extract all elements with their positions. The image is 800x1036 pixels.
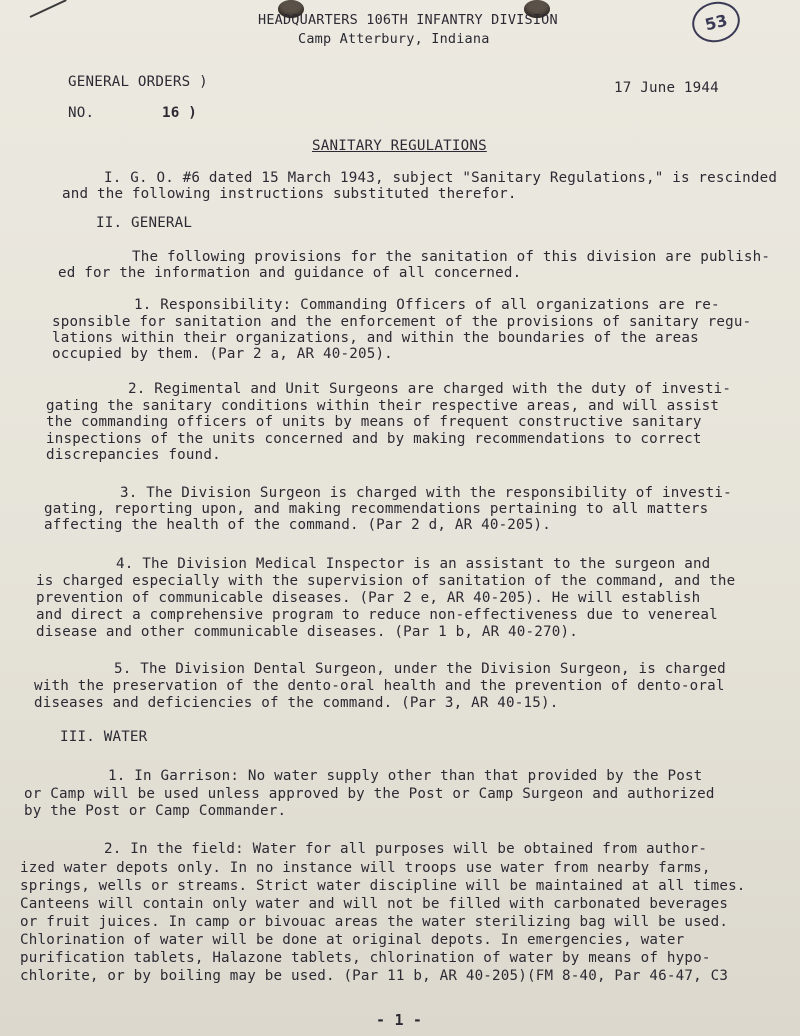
text-line: disease and other communicable diseases. (Par 1 b, AR 40-270).	[36, 624, 578, 640]
text-line: the commanding officers of units by means of frequent constructive sanitary	[46, 414, 702, 430]
document-title: SANITARY REGULATIONS	[312, 138, 487, 154]
text-line: Chlorination of water will be done at original depots. In emergencies, water	[20, 932, 685, 948]
text-line: springs, wells or streams. Strict water discipline will be maintained at all times.	[20, 878, 746, 894]
text-line: prevention of communicable diseases. (Par 2 e, AR 40-205). He will establish	[36, 590, 701, 606]
pencil-mark	[30, 0, 67, 18]
text-line: 4. The Division Medical Inspector is an assistant to the surgeon and	[116, 556, 711, 572]
general-orders-label: GENERAL ORDERS )	[68, 74, 208, 90]
text-line: 2. Regimental and Unit Surgeons are charged with the duty of investi-	[128, 381, 732, 397]
section-heading-water: III. WATER	[60, 729, 148, 745]
text-line: by the Post or Camp Commander.	[24, 803, 287, 819]
text-line: or fruit juices. In camp or bivouac areas the water sterilizing bag will be used.	[20, 914, 729, 930]
text-line: 5. The Division Dental Surgeon, under the Division Surgeon, is charged	[114, 661, 726, 677]
text-line: affecting the health of the command. (Par 2 d, AR 40-205).	[44, 517, 552, 533]
text-line: and the following instructions substituted therefor.	[62, 186, 517, 202]
text-line: ed for the information and guidance of all concerned.	[58, 265, 522, 281]
header-line-2: Camp Atterbury, Indiana	[298, 31, 490, 47]
text-line: gating the sanitary conditions within their respective areas, and will assist	[46, 398, 720, 414]
order-no-label: NO.	[68, 105, 95, 121]
text-line: I. G. O. #6 dated 15 March 1943, subject "Sanitary Regulations," is rescinded	[104, 170, 778, 186]
text-line: lations within their organizations, and within the boundaries of the areas	[52, 330, 699, 346]
text-line: discrepancies found.	[46, 447, 221, 463]
text-line: occupied by them. (Par 2 a, AR 40-205).	[52, 346, 393, 362]
text-line: 3. The Division Surgeon is charged with the responsibility of investi-	[120, 485, 732, 501]
text-line: or Camp will be used unless approved by the Post or Camp Surgeon and authorized	[24, 786, 715, 802]
text-line: sponsible for sanitation and the enforcement of the provisions of sanitary regu-	[52, 314, 752, 330]
text-line: inspections of the units concerned and by making recommendations to correct	[46, 431, 702, 447]
text-line: The following provisions for the sanitation of this division are publish-	[132, 249, 771, 265]
text-line: chlorite, or by boiling may be used. (Par 11 b, AR 40-205)(FM 8-40, Par 46-47, C3	[20, 968, 729, 984]
text-line: diseases and deficiencies of the command. (Par 3, AR 40-15).	[34, 695, 559, 711]
page-stamp: 53	[688, 0, 744, 47]
order-no-value: 16 )	[162, 105, 197, 121]
page-number: - 1 -	[376, 1011, 423, 1029]
text-line: Canteens will contain only water and will not be filled with carbonated beverages	[20, 896, 729, 912]
text-line: is charged especially with the supervision of sanitation of the command, and the	[36, 573, 736, 589]
text-line: ized water depots only. In no instance will troops use water from nearby farms,	[20, 860, 711, 876]
header-line-1: HEADQUARTERS 106TH INFANTRY DIVISION	[258, 12, 558, 28]
text-line: purification tablets, Halazone tablets, chlorination of water by means of hypo-	[20, 950, 711, 966]
text-line: and direct a comprehensive program to reduce non-effectiveness due to venereal	[36, 607, 718, 623]
text-line: 1. Responsibility: Commanding Officers of all organizations are re-	[134, 297, 720, 313]
text-line: with the preservation of the dento-oral health and the prevention of dento-oral	[34, 678, 725, 694]
text-line: 1. In Garrison: No water supply other than that provided by the Post	[108, 768, 703, 784]
section-heading-general: II. GENERAL	[96, 215, 193, 231]
text-line: 2. In the field: Water for all purposes will be obtained from author-	[104, 841, 708, 857]
order-date: 17 June 1944	[614, 80, 719, 96]
text-line: gating, reporting upon, and making recommendations pertaining to all matters	[44, 501, 709, 517]
